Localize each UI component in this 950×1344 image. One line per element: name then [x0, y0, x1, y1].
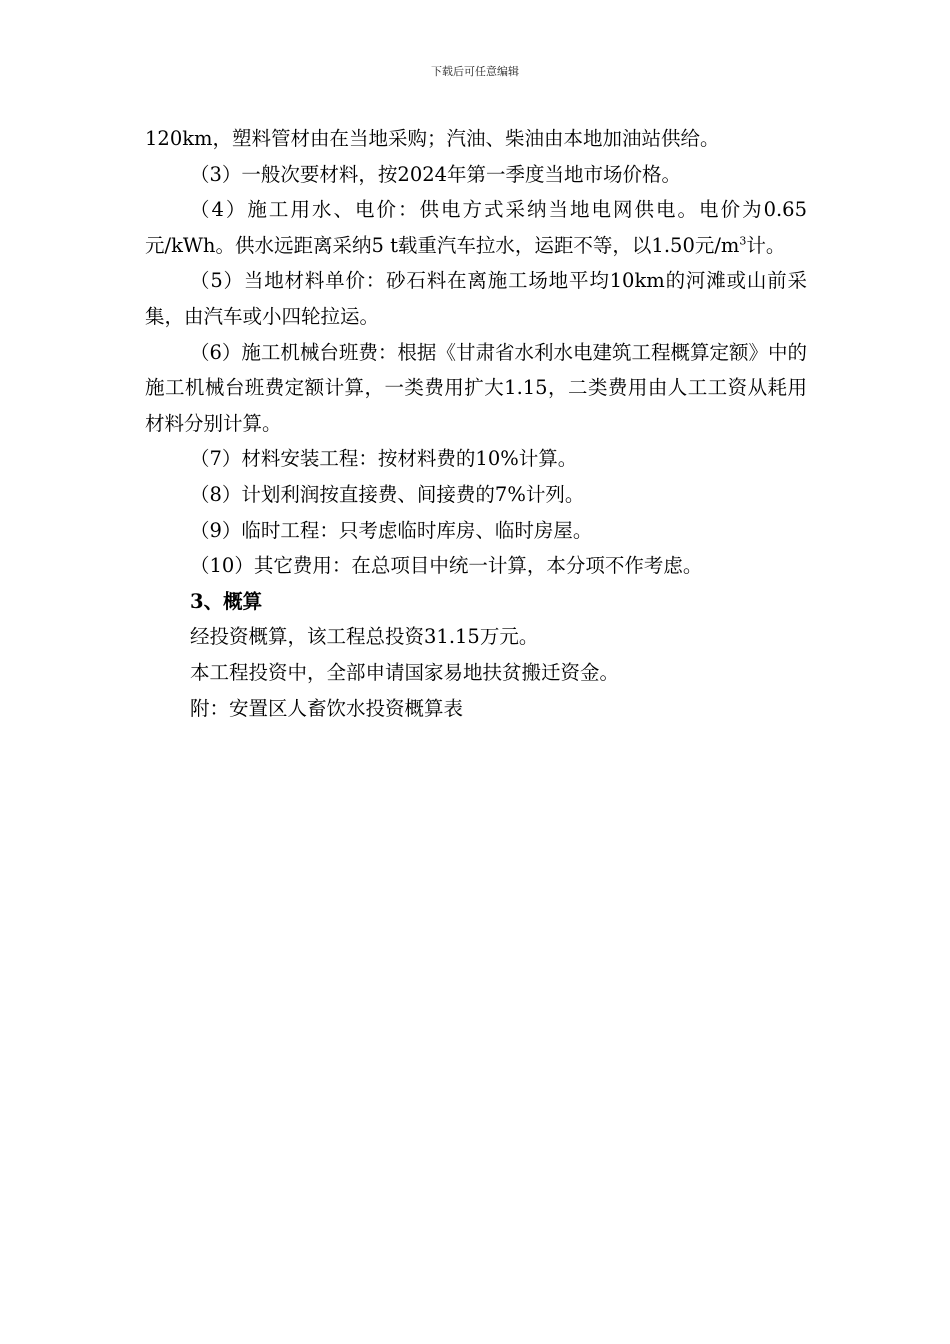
paragraph-item-4-tail: 计。	[746, 233, 786, 257]
paragraph-item-9: （9）临时工程：只考虑临时库房、临时房屋。	[190, 518, 593, 542]
paragraph-item-4-text: （4）施工用水、电价：供电方式采纳当地电网供电。电价为0.65元/kWh。供水远距离采纳5 t载重汽车拉水，运距不等，以1.50元/m	[145, 198, 807, 257]
paragraph-item-4	[145, 192, 807, 263]
paragraph-item-5: （5）当地材料单价：砂石料在离施工场地平均10km的河滩或山前采集，由汽车或小四轮拉运。	[145, 269, 807, 328]
paragraph-item-6: （6）施工机械台班费：根据《甘肃省水利水电建筑工程概算定额》中的施工机械台班费定额计算，一类费用扩大1.15，二类费用由人工工资从耗用材料分别计算。	[145, 340, 807, 435]
paragraph-total-investment: 经投资概算，该工程总投资31.15万元。	[190, 625, 539, 649]
document-body	[145, 121, 807, 726]
paragraph-appendix: 附：安置区人畜饮水投资概算表	[190, 696, 464, 720]
paragraph-item-8: （8）计划利润按直接费、间接费的7%计列。	[190, 482, 585, 506]
paragraph-funding-source: 本工程投资中，全部申请国家易地扶贫搬迁资金。	[190, 660, 620, 684]
paragraph-item-7: （7）材料安装工程：按材料费的10%计算。	[190, 447, 578, 471]
paragraph-item-10: （10）其它费用：在总项目中统一计算，本分项不作考虑。	[190, 554, 703, 578]
section-heading-estimate: 3、概算	[190, 589, 263, 613]
paragraph-materials-source: 120km，塑料管材由在当地采购；汽油、柴油由本地加油站供给。	[145, 127, 720, 150]
page-header: 下载后可任意编辑	[431, 65, 519, 78]
paragraph-item-3: （3）一般次要材料，按2024年第一季度当地市场价格。	[190, 162, 682, 186]
superscript-cubic: 3	[739, 234, 747, 248]
